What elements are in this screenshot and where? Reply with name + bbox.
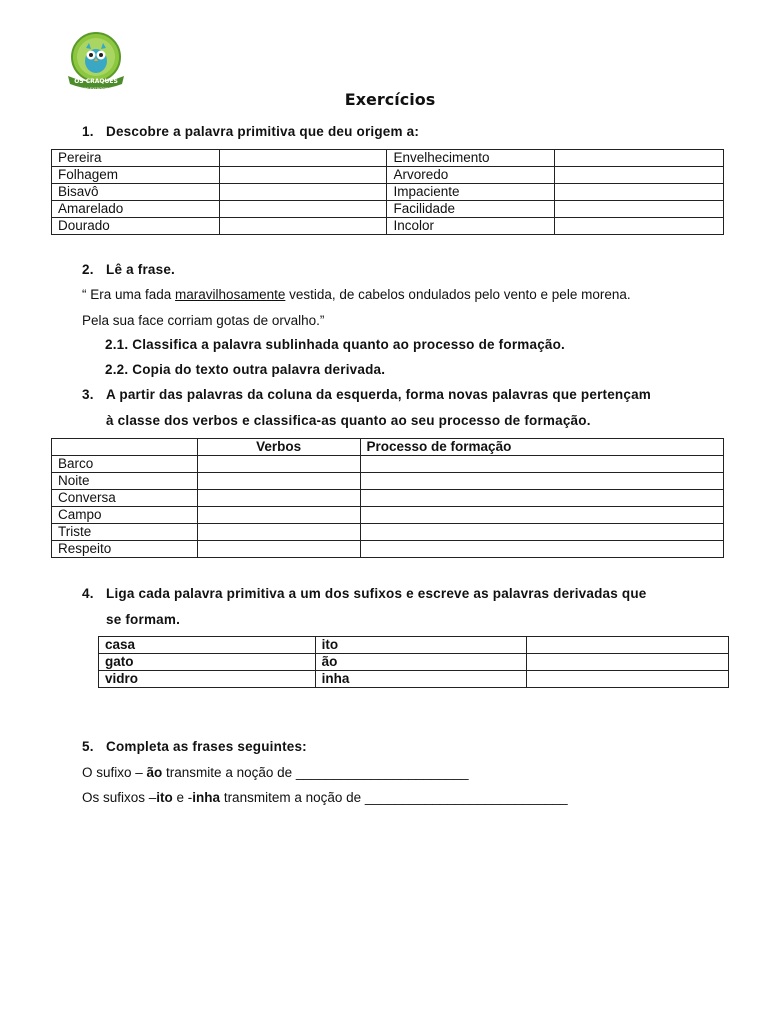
fill-blank[interactable]: transmite a noção de _______________________ (162, 765, 469, 780)
table-cell: Folhagem (52, 167, 220, 184)
table-row (99, 671, 729, 688)
question-text: Liga cada palavra primitiva a um dos sufixos e escreve as palavras derivadas que (106, 586, 647, 601)
sentence-text: Os sufixos – (82, 790, 157, 805)
table-header-row (52, 439, 724, 456)
question-2-1: 2.1. Classifica a palavra sublinhada quanto ao processo de formação. (105, 337, 566, 352)
table-cell: Barco (52, 456, 198, 473)
table-body (52, 456, 724, 558)
table-row (52, 201, 724, 218)
suffix-cell: ão (315, 654, 527, 671)
table-cell: Amarelado (52, 201, 220, 218)
quote-text: vestida, de cabelos ondulados pelo vento e pele morena. (285, 287, 631, 302)
table-row (52, 456, 724, 473)
answer-cell[interactable] (197, 524, 360, 541)
question-number: 1. (82, 124, 94, 139)
answer-cell[interactable] (219, 184, 387, 201)
table-cell: Incolor (387, 218, 555, 235)
question-number: 4. (82, 586, 94, 601)
sentence-1 (82, 765, 469, 780)
underlined-word: maravilhosamente (175, 287, 286, 302)
suffix-bold: inha (192, 790, 221, 805)
quote-line-1 (82, 287, 631, 302)
table-row (52, 473, 724, 490)
table-row (52, 541, 724, 558)
school-logo (60, 30, 132, 94)
sentence-text: O sufixo – (82, 765, 147, 780)
question-2-2: 2.2. Copia do texto outra palavra derivada. (105, 362, 386, 377)
table-cell: Impaciente (387, 184, 555, 201)
question-4-line-2: se formam. (106, 612, 181, 627)
answer-cell[interactable] (197, 473, 360, 490)
answer-cell[interactable] (219, 201, 387, 218)
question-number: 5. (82, 739, 94, 754)
table-row (52, 218, 724, 235)
answer-cell[interactable] (219, 150, 387, 167)
table-body (99, 637, 729, 688)
question-text: Descobre a palavra primitiva que deu origem a: (106, 124, 420, 139)
fill-blank[interactable]: transmitem a noção de ___________________________ (220, 790, 568, 805)
suffix-bold: ito (156, 790, 173, 805)
answer-cell[interactable] (555, 184, 724, 201)
question-3 (82, 387, 651, 402)
table-cell: Envelhecimento (387, 150, 555, 167)
answer-cell[interactable] (360, 524, 723, 541)
table-row (52, 150, 724, 167)
answer-cell[interactable] (360, 490, 723, 507)
answer-cell[interactable] (555, 218, 724, 235)
table-cell: Conversa (52, 490, 198, 507)
table-cell: Arvoredo (387, 167, 555, 184)
answer-cell[interactable] (197, 541, 360, 558)
answer-cell[interactable] (197, 456, 360, 473)
word-cell: gato (99, 654, 316, 671)
question-number: 2. (82, 262, 94, 277)
table-header (52, 439, 724, 456)
primitive-words-table (51, 149, 724, 235)
question-text: Lê a frase. (106, 262, 175, 277)
verbs-table (51, 438, 724, 558)
answer-cell[interactable] (360, 541, 723, 558)
table-row (99, 637, 729, 654)
svg-text:DOS EXERCÍCIOS: DOS EXERCÍCIOS (81, 87, 111, 91)
question-number: 3. (82, 387, 94, 402)
sentence-2 (82, 790, 568, 805)
question-4 (82, 586, 647, 601)
header-cell (52, 439, 198, 456)
answer-cell[interactable] (360, 507, 723, 524)
table-cell: Noite (52, 473, 198, 490)
header-cell: Processo de formação (360, 439, 723, 456)
table-row (52, 507, 724, 524)
sentence-text: e - (172, 790, 193, 805)
header-cell: Verbos (197, 439, 360, 456)
table-body (52, 150, 724, 235)
answer-cell[interactable] (555, 201, 724, 218)
suffix-cell: inha (315, 671, 527, 688)
table-cell: Pereira (52, 150, 220, 167)
svg-text:OS CRAQUES: OS CRAQUES (74, 78, 118, 85)
answer-cell[interactable] (527, 671, 729, 688)
table-row (52, 184, 724, 201)
answer-cell[interactable] (555, 150, 724, 167)
answer-cell[interactable] (555, 167, 724, 184)
page-title: Exercícios (344, 90, 436, 109)
question-1 (82, 124, 419, 139)
answer-cell[interactable] (360, 473, 723, 490)
answer-cell[interactable] (219, 167, 387, 184)
question-3-line-2: à classe dos verbos e classifica-as quanto ao seu processo de formação. (106, 413, 591, 428)
quote-line-2: Pela sua face corriam gotas de orvalho.” (82, 313, 325, 328)
table-row (52, 167, 724, 184)
suffix-bold: ão (146, 765, 163, 780)
table-cell: Triste (52, 524, 198, 541)
suffix-cell: ito (315, 637, 527, 654)
question-2 (82, 262, 175, 277)
table-cell: Facilidade (387, 201, 555, 218)
table-row (99, 654, 729, 671)
table-row (52, 524, 724, 541)
table-cell: Campo (52, 507, 198, 524)
answer-cell[interactable] (219, 218, 387, 235)
question-5 (82, 739, 307, 754)
answer-cell[interactable] (360, 456, 723, 473)
word-cell: vidro (99, 671, 316, 688)
table-cell: Respeito (52, 541, 198, 558)
question-text: A partir das palavras da coluna da esquerda, forma novas palavras que pertençam (106, 387, 652, 402)
answer-cell[interactable] (527, 637, 729, 654)
table-row (52, 490, 724, 507)
word-cell: casa (99, 637, 316, 654)
table-cell: Dourado (52, 218, 220, 235)
owl-logo-icon (60, 30, 132, 94)
quote-text: “ Era uma fada (82, 287, 176, 302)
question-text: Completa as frases seguintes: (106, 739, 307, 754)
answer-cell[interactable] (197, 490, 360, 507)
table-cell: Bisavô (52, 184, 220, 201)
answer-cell[interactable] (527, 654, 729, 671)
suffix-table (98, 636, 729, 688)
answer-cell[interactable] (197, 507, 360, 524)
